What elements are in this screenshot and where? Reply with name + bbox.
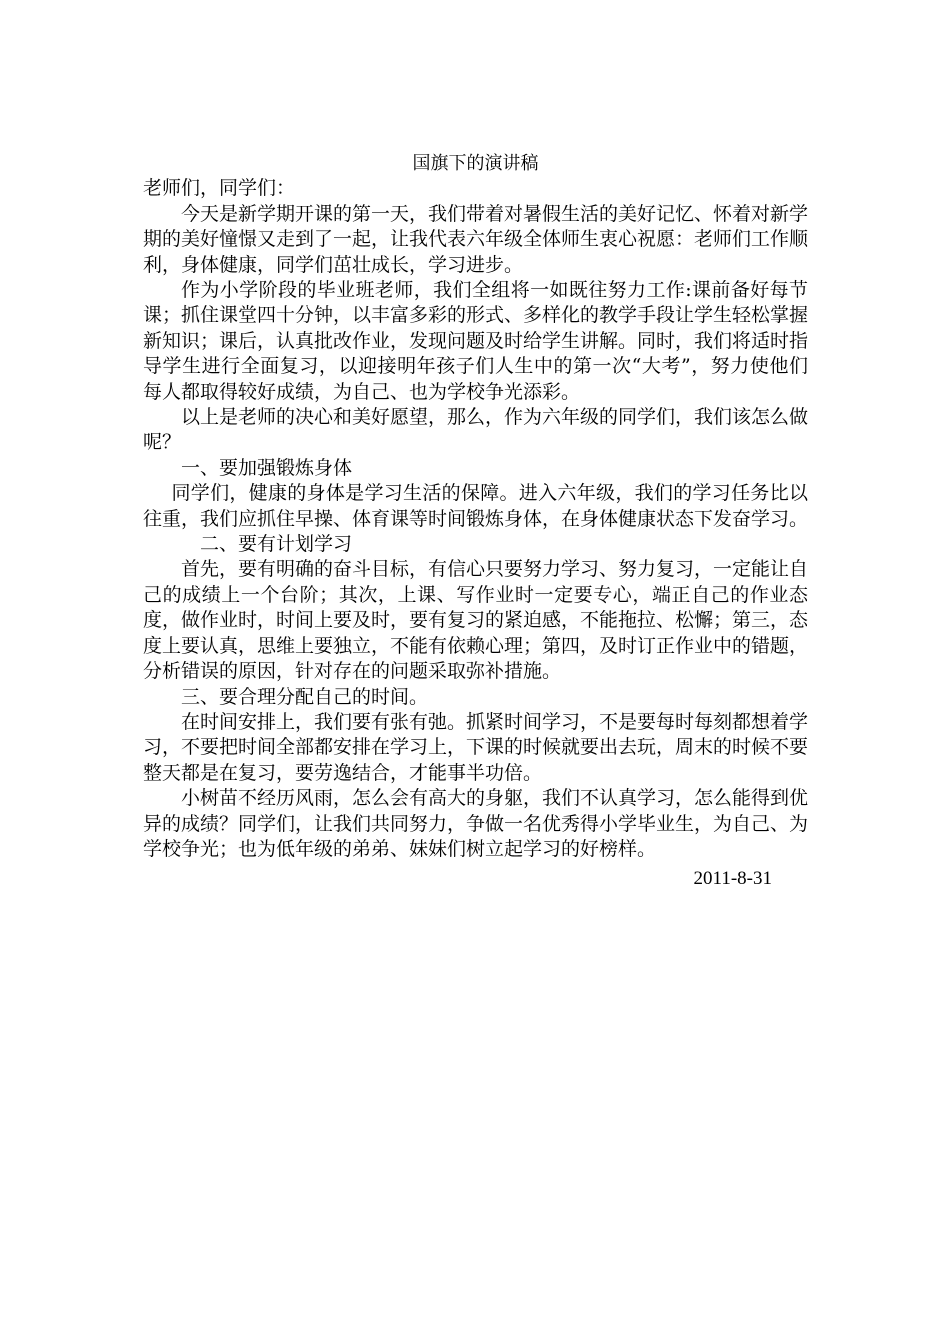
paragraph-question: 以上是老师的决心和美好愿望，那么，作为六年级的同学们，我们该怎么做呢？ bbox=[143, 406, 809, 454]
section-body-time: 在时间安排上，我们要有张有弛。抓紧时间学习，不是要每时每刻都想着学习，不要把时间全部都安排在学习上，下课的时候就要出去玩，周末的时候不要整天都是在复习，要劳逸结合，才能事半功倍。 bbox=[143, 710, 809, 784]
paragraph-opening: 今天是新学期开课的第一天，我们带着对暑假生活的美好记忆、怀着对新学期的美好憧憬又走到了一起，让我代表六年级全体师生衷心祝愿：老师们工作顺利，身体健康，同学们茁壮成长，学习进步。 bbox=[143, 202, 809, 276]
document-date: 2011-8-31 bbox=[693, 868, 772, 890]
section-body-exercise: 同学们，健康的身体是学习生活的保障。进入六年级，我们的学习任务比以往重，我们应抓住早操、体育课等时间锻炼身体，在身体健康状态下发奋学习。 bbox=[143, 482, 809, 530]
section-heading-plan: 二、要有计划学习 bbox=[200, 533, 353, 556]
paragraph-teachers-pledge: 作为小学阶段的毕业班老师，我们全组将一如既往努力工作:课前备好每节课；抓住课堂四十分钟，以丰富多彩的形式、多样化的教学手段让学生轻松掌握新知识；课后，认真批改作业，发现问题及时给学生讲解。同时，我们将适时指导学生进行全面复习，以迎接明年孩子们人生中的第一次“大考”，努力使他们每人都取得较好成绩，为自己、也为学校争光添彩。 bbox=[143, 279, 809, 403]
section-body-plan: 首先，要有明确的奋斗目标，有信心只要努力学习、努力复习，一定能让自己的成绩上一个台阶；其次，上课、写作业时一定要专心，端正自己的作业态度，做作业时，时间上要及时，要有复习的紧迫感，不能拖拉、松懈；第三，态度上要认真，思维上要独立，不能有依赖心理；第四，及时订正作业中的错题，分析错误的原因，针对存在的问题采取弥补措施。 bbox=[143, 558, 809, 683]
document-body bbox=[143, 151, 808, 892]
section-heading-time: 三、要合理分配自己的时间。 bbox=[181, 685, 429, 708]
document-title: 国旗下的演讲稿 bbox=[412, 153, 539, 174]
section-heading-exercise: 一、要加强锻炼身体 bbox=[181, 456, 353, 479]
greeting: 老师们，同学们： bbox=[143, 177, 296, 200]
paragraph-closing: 小树苗不经历风雨，怎么会有高大的身躯，我们不认真学习，怎么能得到优异的成绩？同学们，让我们共同努力，争做一名优秀得小学毕业生，为自己、为学校争光；也为低年级的弟弟、妹妹们树立起学习的好榜样。 bbox=[143, 787, 809, 860]
